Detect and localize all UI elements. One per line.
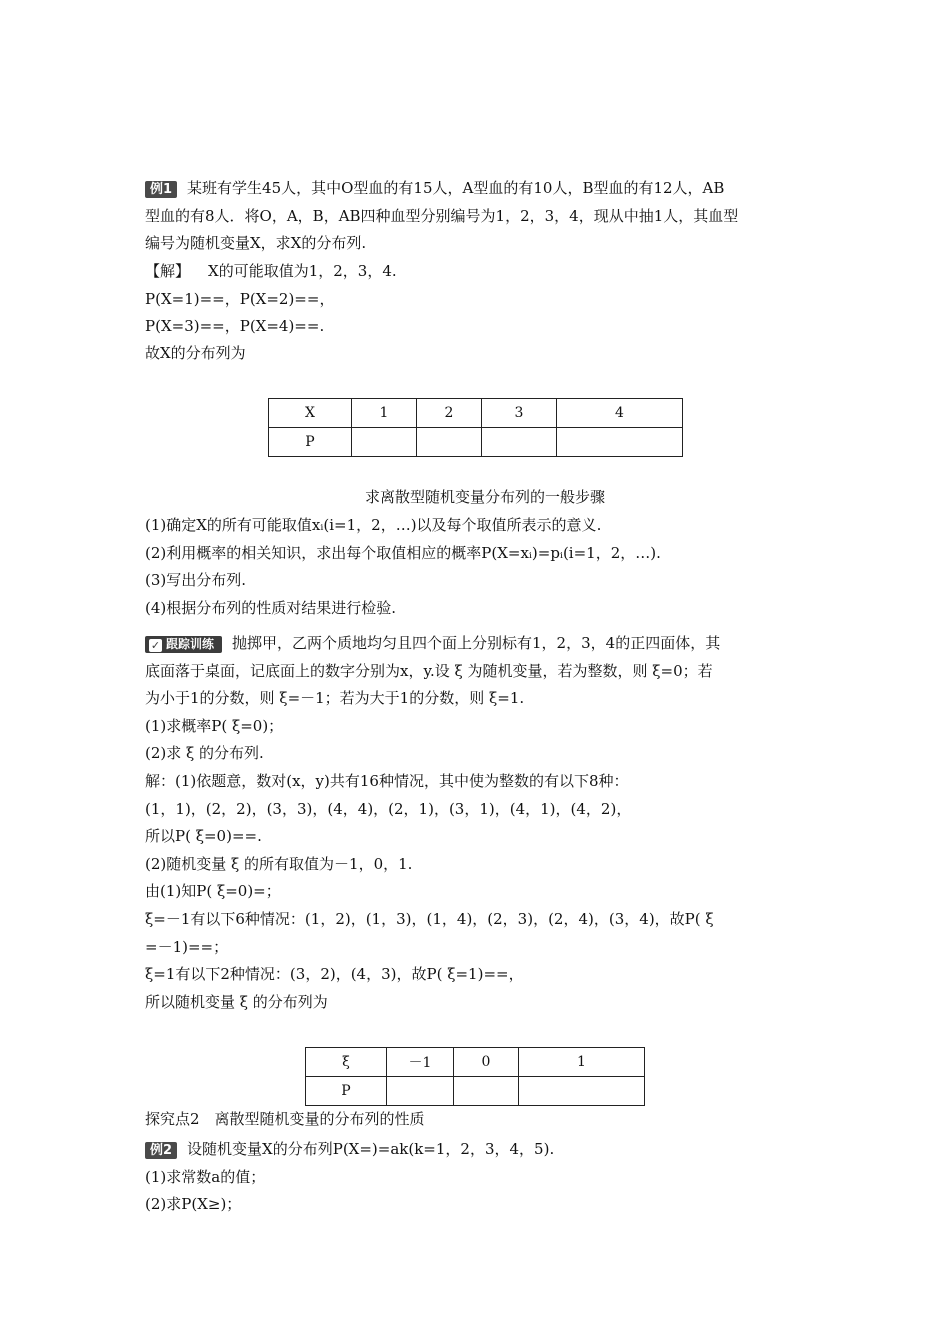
- table-header-cell: ξ: [306, 1048, 387, 1077]
- table-cell: [454, 1077, 519, 1106]
- distribution-table-x: [268, 398, 683, 457]
- solution-line3: P(X=3)==，P(X=4)==.: [145, 317, 325, 335]
- section2-heading: 探究点2 离散型随机变量的分布列的性质: [145, 1110, 425, 1128]
- table-header-cell: 3: [482, 399, 557, 428]
- example1-line2: 型血的有8人．将O，A，B，AB四种血型分别编号为1，2，3，4，现从中抽1人，其血型: [145, 207, 739, 225]
- table-header-cell: 4: [557, 399, 683, 428]
- training-answer-line7: =－1)==；: [145, 938, 229, 956]
- training-question2: (2)求 ξ 的分布列.: [145, 744, 264, 762]
- example1-line1: 例1 某班有学生45人，其中O型血的有15人，A型血的有10人，B型血的有12人，AB: [145, 176, 825, 200]
- example1-line3: 编号为随机变量X，求X的分布列.: [145, 234, 367, 252]
- checkmark-icon: ✓: [150, 639, 161, 652]
- training-answer-line9: 所以随机变量 ξ 的分布列为: [145, 993, 328, 1011]
- table-header-cell: 0: [454, 1048, 519, 1077]
- training-answer-line4: (2)随机变量 ξ 的所有取值为－1，0，1.: [145, 855, 413, 873]
- table-cell: [519, 1077, 645, 1106]
- training-question1: (1)求概率P( ξ=0)；: [145, 717, 284, 735]
- table-cell: [417, 428, 482, 457]
- table-cell: [557, 428, 683, 457]
- training-badge: ✓ 跟踪训练: [145, 636, 222, 653]
- solution-line1: 【解】 X的可能取值为1，2，3，4.: [145, 262, 397, 280]
- training-line3: 为小于1的分数，则 ξ=－1；若为大于1的分数，则 ξ=1.: [145, 689, 525, 707]
- table-header-cell: －1: [387, 1048, 454, 1077]
- training-line1: ✓ 跟踪训练 抛掷甲，乙两个质地均匀且四个面上分别标有1，2，3，4的正四面体，其: [145, 631, 825, 655]
- table-row-label: P: [269, 428, 352, 457]
- step-2: (2)利用概率的相关知识，求出每个取值相应的概率P(X=xᵢ)=pᵢ(i=1，2，…).: [145, 544, 661, 562]
- table-cell: [482, 428, 557, 457]
- training-answer-line2: (1，1)，(2，2)，(3，3)，(4，4)，(2，1)，(3，1)，(4，1)，(4，2)，: [145, 800, 632, 818]
- example2-question2: (2)求P(X≥)；: [145, 1195, 242, 1213]
- table-row-label: P: [306, 1077, 387, 1106]
- training-line2: 底面落于桌面，记底面上的数字分别为x，y.设 ξ 为随机变量，若为整数，则 ξ=0；若: [145, 662, 713, 680]
- step-3: (3)写出分布列.: [145, 571, 247, 589]
- table-header-cell: 1: [519, 1048, 645, 1077]
- steps-title: 求离散型随机变量分布列的一般步骤: [364, 488, 605, 506]
- training-answer-line6: ξ=－1有以下6种情况：(1，2)，(1，3)，(1，4)，(2，3)，(2，4)，(3，4)，故P( ξ: [145, 910, 714, 928]
- table-row: [306, 1048, 645, 1077]
- example-badge: 例2: [145, 1142, 177, 1159]
- training-answer-line1: 解：(1)依题意，数对(x，y)共有16种情况，其中使为整数的有以下8种：: [145, 772, 629, 790]
- example2-line1: 例2 设随机变量X的分布列P(X=)=ak(k=1，2，3，4，5).: [145, 1137, 825, 1161]
- table-row: [306, 1077, 645, 1106]
- table-row: [269, 428, 683, 457]
- example-badge: 例1: [145, 181, 177, 198]
- example2-question1: (1)求常数a的值；: [145, 1168, 266, 1186]
- solution-line2: P(X=1)==，P(X=2)==，: [145, 290, 335, 308]
- solution-label: 【解】: [145, 262, 191, 280]
- table-row: [269, 399, 683, 428]
- table-header-cell: 1: [352, 399, 417, 428]
- step-4: (4)根据分布列的性质对结果进行检验.: [145, 599, 397, 617]
- training-answer-line5: 由(1)知P( ξ=0)=；: [145, 882, 281, 900]
- table-header-cell: 2: [417, 399, 482, 428]
- training-answer-line8: ξ=1有以下2种情况：(3，2)，(4，3)，故P( ξ=1)==，: [145, 965, 524, 983]
- step-1: (1)确定X的所有可能取值xᵢ(i=1，2，…)以及每个取值所表示的意义.: [145, 516, 602, 534]
- distribution-table-xi: [305, 1047, 645, 1106]
- table-cell: [387, 1077, 454, 1106]
- solution-line4: 故X的分布列为: [145, 344, 246, 362]
- table-header-cell: X: [269, 399, 352, 428]
- table-cell: [352, 428, 417, 457]
- training-answer-line3: 所以P( ξ=0)==.: [145, 827, 262, 845]
